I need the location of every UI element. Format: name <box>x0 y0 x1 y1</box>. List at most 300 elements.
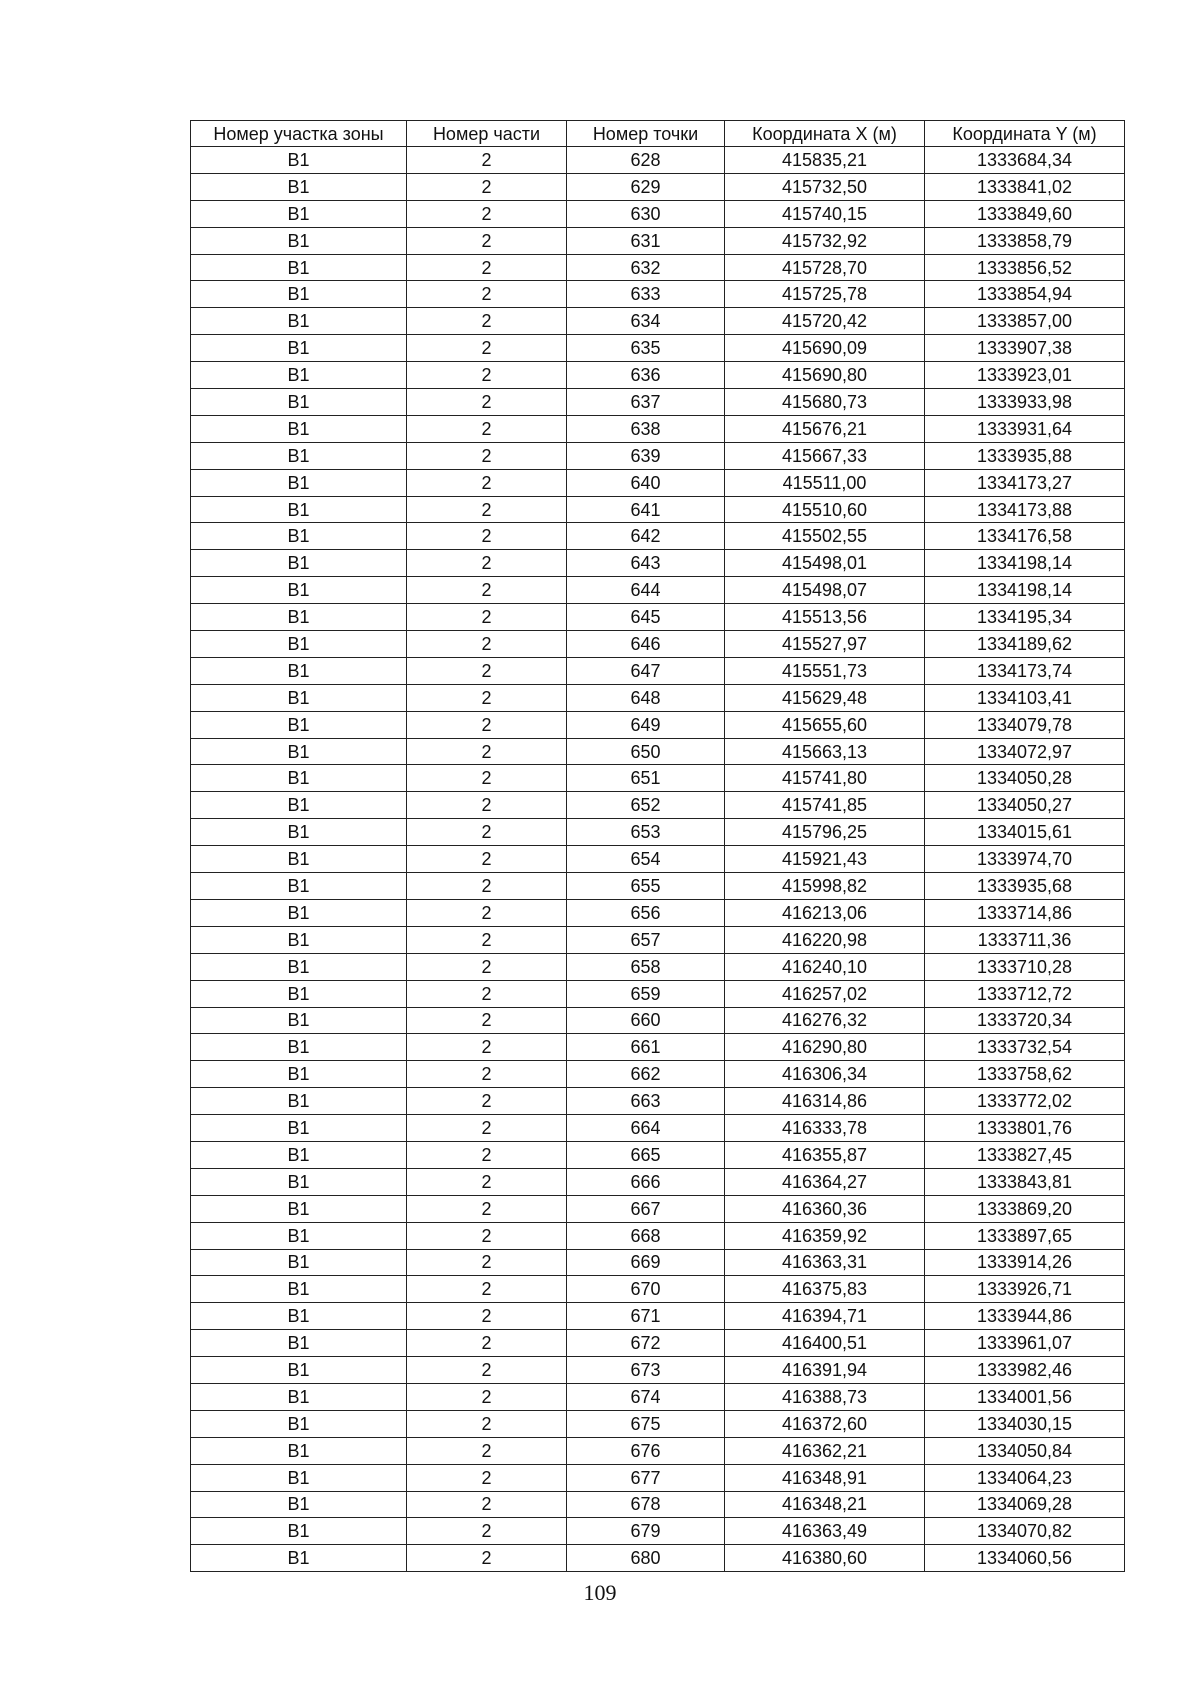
cell-zone-section: В1 <box>191 1088 407 1115</box>
table-row <box>191 846 1125 873</box>
cell-coordinate-x: 416362,21 <box>725 1437 925 1464</box>
page-number: 109 <box>583 1580 617 1605</box>
cell-coordinate-x: 416388,73 <box>725 1383 925 1410</box>
table-row <box>191 1410 1125 1437</box>
cell-coordinate-y: 1333856,52 <box>925 254 1125 281</box>
cell-part-number: 2 <box>407 335 567 362</box>
cell-point-number: 664 <box>567 1115 725 1142</box>
cell-part-number: 2 <box>407 711 567 738</box>
table-row <box>191 550 1125 577</box>
table-row <box>191 1518 1125 1545</box>
cell-zone-section: В1 <box>191 1276 407 1303</box>
cell-coordinate-y: 1333961,07 <box>925 1330 1125 1357</box>
cell-part-number: 2 <box>407 899 567 926</box>
cell-coordinate-y: 1333935,88 <box>925 442 1125 469</box>
cell-coordinate-x: 415655,60 <box>725 711 925 738</box>
table-row <box>191 281 1125 308</box>
cell-zone-section: В1 <box>191 1330 407 1357</box>
cell-coordinate-y: 1333869,20 <box>925 1195 1125 1222</box>
cell-part-number: 2 <box>407 1357 567 1384</box>
cell-point-number: 654 <box>567 846 725 873</box>
cell-zone-section: В1 <box>191 1007 407 1034</box>
cell-point-number: 628 <box>567 147 725 174</box>
cell-coordinate-x: 415663,13 <box>725 738 925 765</box>
cell-part-number: 2 <box>407 1330 567 1357</box>
cell-coordinate-y: 1333711,36 <box>925 926 1125 953</box>
cell-coordinate-y: 1333849,60 <box>925 200 1125 227</box>
table-row <box>191 1357 1125 1384</box>
table-row <box>191 173 1125 200</box>
cell-zone-section: В1 <box>191 819 407 846</box>
cell-point-number: 659 <box>567 980 725 1007</box>
cell-part-number: 2 <box>407 1141 567 1168</box>
cell-part-number: 2 <box>407 308 567 335</box>
table-row <box>191 1249 1125 1276</box>
cell-zone-section: В1 <box>191 496 407 523</box>
cell-point-number: 649 <box>567 711 725 738</box>
table-row <box>191 227 1125 254</box>
cell-part-number: 2 <box>407 1276 567 1303</box>
cell-part-number: 2 <box>407 1195 567 1222</box>
cell-zone-section: В1 <box>191 173 407 200</box>
cell-point-number: 635 <box>567 335 725 362</box>
cell-coordinate-y: 1333897,65 <box>925 1222 1125 1249</box>
table-row <box>191 1168 1125 1195</box>
table-row <box>191 953 1125 980</box>
cell-point-number: 650 <box>567 738 725 765</box>
cell-coordinate-y: 1334079,78 <box>925 711 1125 738</box>
header-row <box>191 121 1125 147</box>
table-row <box>191 496 1125 523</box>
cell-coordinate-y: 1334173,88 <box>925 496 1125 523</box>
cell-point-number: 639 <box>567 442 725 469</box>
table-row <box>191 1330 1125 1357</box>
table-row <box>191 577 1125 604</box>
cell-coordinate-y: 1334173,74 <box>925 657 1125 684</box>
cell-coordinate-x: 416333,78 <box>725 1115 925 1142</box>
cell-coordinate-y: 1333843,81 <box>925 1168 1125 1195</box>
cell-zone-section: В1 <box>191 738 407 765</box>
cell-coordinate-y: 1333801,76 <box>925 1115 1125 1142</box>
cell-coordinate-y: 1334030,15 <box>925 1410 1125 1437</box>
cell-coordinate-x: 416375,83 <box>725 1276 925 1303</box>
table-row <box>191 1222 1125 1249</box>
cell-point-number: 636 <box>567 362 725 389</box>
cell-coordinate-x: 416348,21 <box>725 1491 925 1518</box>
cell-coordinate-x: 415728,70 <box>725 254 925 281</box>
cell-point-number: 633 <box>567 281 725 308</box>
cell-part-number: 2 <box>407 657 567 684</box>
cell-coordinate-y: 1334195,34 <box>925 604 1125 631</box>
cell-part-number: 2 <box>407 227 567 254</box>
table-row <box>191 684 1125 711</box>
cell-zone-section: В1 <box>191 604 407 631</box>
cell-point-number: 658 <box>567 953 725 980</box>
cell-point-number: 656 <box>567 899 725 926</box>
cell-part-number: 2 <box>407 281 567 308</box>
cell-coordinate-x: 415498,01 <box>725 550 925 577</box>
header-part-number: Номер части <box>407 121 567 147</box>
cell-part-number: 2 <box>407 1249 567 1276</box>
cell-zone-section: В1 <box>191 1437 407 1464</box>
table-row <box>191 1383 1125 1410</box>
cell-part-number: 2 <box>407 631 567 658</box>
table-row <box>191 147 1125 174</box>
cell-part-number: 2 <box>407 1061 567 1088</box>
cell-zone-section: В1 <box>191 631 407 658</box>
table-row <box>191 657 1125 684</box>
table-row <box>191 523 1125 550</box>
cell-coordinate-x: 415676,21 <box>725 415 925 442</box>
cell-zone-section: В1 <box>191 953 407 980</box>
cell-coordinate-y: 1334001,56 <box>925 1383 1125 1410</box>
cell-part-number: 2 <box>407 604 567 631</box>
cell-point-number: 647 <box>567 657 725 684</box>
cell-coordinate-y: 1333772,02 <box>925 1088 1125 1115</box>
cell-coordinate-y: 1333710,28 <box>925 953 1125 980</box>
cell-coordinate-x: 415835,21 <box>725 147 925 174</box>
cell-point-number: 675 <box>567 1410 725 1437</box>
cell-part-number: 2 <box>407 496 567 523</box>
cell-zone-section: В1 <box>191 1115 407 1142</box>
cell-point-number: 655 <box>567 873 725 900</box>
table-row <box>191 362 1125 389</box>
cell-coordinate-x: 415667,33 <box>725 442 925 469</box>
cell-part-number: 2 <box>407 1491 567 1518</box>
cell-point-number: 673 <box>567 1357 725 1384</box>
cell-coordinate-y: 1333857,00 <box>925 308 1125 335</box>
table-row <box>191 765 1125 792</box>
table-body <box>191 147 1125 1572</box>
cell-point-number: 662 <box>567 1061 725 1088</box>
cell-zone-section: В1 <box>191 684 407 711</box>
cell-coordinate-y: 1333935,68 <box>925 873 1125 900</box>
cell-part-number: 2 <box>407 1545 567 1572</box>
cell-coordinate-y: 1333931,64 <box>925 415 1125 442</box>
cell-part-number: 2 <box>407 469 567 496</box>
cell-coordinate-x: 416372,60 <box>725 1410 925 1437</box>
cell-point-number: 630 <box>567 200 725 227</box>
cell-coordinate-x: 416314,86 <box>725 1088 925 1115</box>
cell-coordinate-x: 415732,92 <box>725 227 925 254</box>
cell-coordinate-y: 1333944,86 <box>925 1303 1125 1330</box>
cell-coordinate-y: 1334103,41 <box>925 684 1125 711</box>
cell-part-number: 2 <box>407 873 567 900</box>
cell-zone-section: В1 <box>191 469 407 496</box>
cell-part-number: 2 <box>407 1464 567 1491</box>
table-row <box>191 1007 1125 1034</box>
cell-point-number: 669 <box>567 1249 725 1276</box>
cell-part-number: 2 <box>407 523 567 550</box>
cell-zone-section: В1 <box>191 362 407 389</box>
cell-coordinate-y: 1333827,45 <box>925 1141 1125 1168</box>
coordinates-table <box>190 120 1125 1572</box>
cell-part-number: 2 <box>407 147 567 174</box>
cell-coordinate-y: 1333684,34 <box>925 147 1125 174</box>
cell-point-number: 642 <box>567 523 725 550</box>
cell-coordinate-x: 416290,80 <box>725 1034 925 1061</box>
cell-zone-section: В1 <box>191 1141 407 1168</box>
cell-point-number: 634 <box>567 308 725 335</box>
cell-point-number: 660 <box>567 1007 725 1034</box>
cell-part-number: 2 <box>407 173 567 200</box>
table-row <box>191 738 1125 765</box>
cell-coordinate-y: 1333841,02 <box>925 173 1125 200</box>
cell-part-number: 2 <box>407 1222 567 1249</box>
cell-zone-section: В1 <box>191 200 407 227</box>
table-row <box>191 1034 1125 1061</box>
cell-zone-section: В1 <box>191 415 407 442</box>
cell-coordinate-y: 1334072,97 <box>925 738 1125 765</box>
cell-zone-section: В1 <box>191 1383 407 1410</box>
cell-zone-section: В1 <box>191 846 407 873</box>
cell-zone-section: В1 <box>191 1222 407 1249</box>
cell-part-number: 2 <box>407 1168 567 1195</box>
table-row <box>191 1115 1125 1142</box>
cell-coordinate-x: 415732,50 <box>725 173 925 200</box>
cell-coordinate-x: 415690,80 <box>725 362 925 389</box>
cell-coordinate-y: 1333982,46 <box>925 1357 1125 1384</box>
cell-coordinate-y: 1333933,98 <box>925 389 1125 416</box>
table-row <box>191 1545 1125 1572</box>
cell-part-number: 2 <box>407 926 567 953</box>
table-row <box>191 1464 1125 1491</box>
cell-point-number: 638 <box>567 415 725 442</box>
cell-zone-section: В1 <box>191 711 407 738</box>
cell-point-number: 645 <box>567 604 725 631</box>
cell-point-number: 657 <box>567 926 725 953</box>
cell-coordinate-y: 1333926,71 <box>925 1276 1125 1303</box>
cell-part-number: 2 <box>407 738 567 765</box>
header-coordinate-x: Координата X (м) <box>725 121 925 147</box>
cell-part-number: 2 <box>407 389 567 416</box>
table-row <box>191 631 1125 658</box>
cell-coordinate-y: 1334050,28 <box>925 765 1125 792</box>
cell-point-number: 641 <box>567 496 725 523</box>
cell-point-number: 668 <box>567 1222 725 1249</box>
cell-coordinate-x: 416363,49 <box>725 1518 925 1545</box>
cell-point-number: 665 <box>567 1141 725 1168</box>
cell-part-number: 2 <box>407 550 567 577</box>
cell-coordinate-y: 1333732,54 <box>925 1034 1125 1061</box>
cell-part-number: 2 <box>407 765 567 792</box>
cell-zone-section: В1 <box>191 1303 407 1330</box>
cell-coordinate-y: 1334069,28 <box>925 1491 1125 1518</box>
cell-coordinate-x: 416306,34 <box>725 1061 925 1088</box>
cell-part-number: 2 <box>407 1007 567 1034</box>
cell-point-number: 646 <box>567 631 725 658</box>
cell-zone-section: В1 <box>191 1195 407 1222</box>
cell-coordinate-x: 415741,85 <box>725 792 925 819</box>
cell-part-number: 2 <box>407 1383 567 1410</box>
cell-part-number: 2 <box>407 819 567 846</box>
cell-coordinate-y: 1334070,82 <box>925 1518 1125 1545</box>
table-row <box>191 1088 1125 1115</box>
cell-zone-section: В1 <box>191 792 407 819</box>
cell-coordinate-y: 1334189,62 <box>925 631 1125 658</box>
cell-zone-section: В1 <box>191 873 407 900</box>
cell-part-number: 2 <box>407 792 567 819</box>
cell-point-number: 667 <box>567 1195 725 1222</box>
cell-point-number: 671 <box>567 1303 725 1330</box>
cell-zone-section: В1 <box>191 335 407 362</box>
cell-coordinate-y: 1334050,84 <box>925 1437 1125 1464</box>
cell-coordinate-x: 415510,60 <box>725 496 925 523</box>
cell-zone-section: В1 <box>191 899 407 926</box>
table-row <box>191 254 1125 281</box>
cell-coordinate-x: 415725,78 <box>725 281 925 308</box>
header-point-number: Номер точки <box>567 121 725 147</box>
cell-coordinate-x: 416394,71 <box>725 1303 925 1330</box>
table-row <box>191 1141 1125 1168</box>
table-row <box>191 899 1125 926</box>
cell-zone-section: В1 <box>191 1545 407 1572</box>
cell-point-number: 629 <box>567 173 725 200</box>
cell-coordinate-x: 415741,80 <box>725 765 925 792</box>
cell-zone-section: В1 <box>191 281 407 308</box>
cell-point-number: 652 <box>567 792 725 819</box>
cell-zone-section: В1 <box>191 1168 407 1195</box>
cell-part-number: 2 <box>407 200 567 227</box>
cell-coordinate-x: 415513,56 <box>725 604 925 631</box>
cell-coordinate-y: 1333758,62 <box>925 1061 1125 1088</box>
table-row <box>191 980 1125 1007</box>
cell-coordinate-x: 415498,07 <box>725 577 925 604</box>
cell-point-number: 674 <box>567 1383 725 1410</box>
cell-part-number: 2 <box>407 254 567 281</box>
cell-zone-section: В1 <box>191 523 407 550</box>
cell-coordinate-x: 415690,09 <box>725 335 925 362</box>
cell-part-number: 2 <box>407 1088 567 1115</box>
cell-coordinate-x: 416400,51 <box>725 1330 925 1357</box>
cell-zone-section: В1 <box>191 980 407 1007</box>
cell-part-number: 2 <box>407 980 567 1007</box>
table-header <box>191 121 1125 147</box>
table-row <box>191 792 1125 819</box>
cell-part-number: 2 <box>407 1115 567 1142</box>
cell-coordinate-x: 416359,92 <box>725 1222 925 1249</box>
cell-point-number: 632 <box>567 254 725 281</box>
cell-zone-section: В1 <box>191 442 407 469</box>
cell-part-number: 2 <box>407 1410 567 1437</box>
cell-part-number: 2 <box>407 1437 567 1464</box>
cell-coordinate-x: 416213,06 <box>725 899 925 926</box>
cell-zone-section: В1 <box>191 550 407 577</box>
cell-coordinate-y: 1333854,94 <box>925 281 1125 308</box>
cell-part-number: 2 <box>407 442 567 469</box>
table-row <box>191 873 1125 900</box>
cell-zone-section: В1 <box>191 1034 407 1061</box>
cell-coordinate-y: 1333720,34 <box>925 1007 1125 1034</box>
table-row <box>191 819 1125 846</box>
cell-point-number: 678 <box>567 1491 725 1518</box>
cell-zone-section: В1 <box>191 1410 407 1437</box>
cell-coordinate-x: 416355,87 <box>725 1141 925 1168</box>
table-row <box>191 335 1125 362</box>
cell-coordinate-x: 415629,48 <box>725 684 925 711</box>
cell-coordinate-x: 416380,60 <box>725 1545 925 1572</box>
table-row <box>191 469 1125 496</box>
cell-coordinate-x: 415551,73 <box>725 657 925 684</box>
cell-coordinate-y: 1333914,26 <box>925 1249 1125 1276</box>
table-row <box>191 442 1125 469</box>
cell-coordinate-x: 416391,94 <box>725 1357 925 1384</box>
cell-point-number: 653 <box>567 819 725 846</box>
cell-coordinate-x: 415998,82 <box>725 873 925 900</box>
cell-coordinate-y: 1333858,79 <box>925 227 1125 254</box>
cell-part-number: 2 <box>407 362 567 389</box>
table-row <box>191 200 1125 227</box>
cell-point-number: 648 <box>567 684 725 711</box>
cell-part-number: 2 <box>407 846 567 873</box>
cell-coordinate-x: 415527,97 <box>725 631 925 658</box>
cell-zone-section: В1 <box>191 1249 407 1276</box>
cell-part-number: 2 <box>407 415 567 442</box>
cell-coordinate-y: 1333907,38 <box>925 335 1125 362</box>
cell-coordinate-x: 415502,55 <box>725 523 925 550</box>
cell-point-number: 637 <box>567 389 725 416</box>
cell-zone-section: В1 <box>191 1491 407 1518</box>
cell-zone-section: В1 <box>191 926 407 953</box>
table-row <box>191 1437 1125 1464</box>
cell-part-number: 2 <box>407 1034 567 1061</box>
cell-zone-section: В1 <box>191 389 407 416</box>
cell-coordinate-x: 415740,15 <box>725 200 925 227</box>
cell-coordinate-x: 416240,10 <box>725 953 925 980</box>
cell-coordinate-x: 415680,73 <box>725 389 925 416</box>
cell-zone-section: В1 <box>191 1518 407 1545</box>
cell-point-number: 666 <box>567 1168 725 1195</box>
cell-point-number: 663 <box>567 1088 725 1115</box>
cell-part-number: 2 <box>407 1303 567 1330</box>
cell-zone-section: В1 <box>191 1357 407 1384</box>
cell-point-number: 631 <box>567 227 725 254</box>
cell-coordinate-x: 416360,36 <box>725 1195 925 1222</box>
table-row <box>191 415 1125 442</box>
cell-zone-section: В1 <box>191 765 407 792</box>
cell-point-number: 643 <box>567 550 725 577</box>
cell-coordinate-y: 1333714,86 <box>925 899 1125 926</box>
cell-zone-section: В1 <box>191 657 407 684</box>
cell-coordinate-x: 416364,27 <box>725 1168 925 1195</box>
cell-zone-section: В1 <box>191 227 407 254</box>
header-zone-section: Номер участка зоны <box>191 121 407 147</box>
cell-coordinate-x: 416220,98 <box>725 926 925 953</box>
cell-coordinate-y: 1334198,14 <box>925 550 1125 577</box>
cell-coordinate-x: 416363,31 <box>725 1249 925 1276</box>
cell-zone-section: В1 <box>191 147 407 174</box>
table-row <box>191 1195 1125 1222</box>
cell-part-number: 2 <box>407 684 567 711</box>
cell-coordinate-x: 415511,00 <box>725 469 925 496</box>
cell-zone-section: В1 <box>191 1464 407 1491</box>
cell-part-number: 2 <box>407 1518 567 1545</box>
cell-coordinate-y: 1334173,27 <box>925 469 1125 496</box>
cell-point-number: 670 <box>567 1276 725 1303</box>
cell-coordinate-x: 415921,43 <box>725 846 925 873</box>
cell-coordinate-y: 1334064,23 <box>925 1464 1125 1491</box>
cell-coordinate-x: 415720,42 <box>725 308 925 335</box>
cell-coordinate-y: 1333712,72 <box>925 980 1125 1007</box>
cell-coordinate-y: 1334176,58 <box>925 523 1125 550</box>
cell-zone-section: В1 <box>191 577 407 604</box>
cell-part-number: 2 <box>407 577 567 604</box>
table-row <box>191 711 1125 738</box>
table-row <box>191 926 1125 953</box>
cell-zone-section: В1 <box>191 254 407 281</box>
table-row <box>191 1303 1125 1330</box>
cell-coordinate-y: 1334198,14 <box>925 577 1125 604</box>
